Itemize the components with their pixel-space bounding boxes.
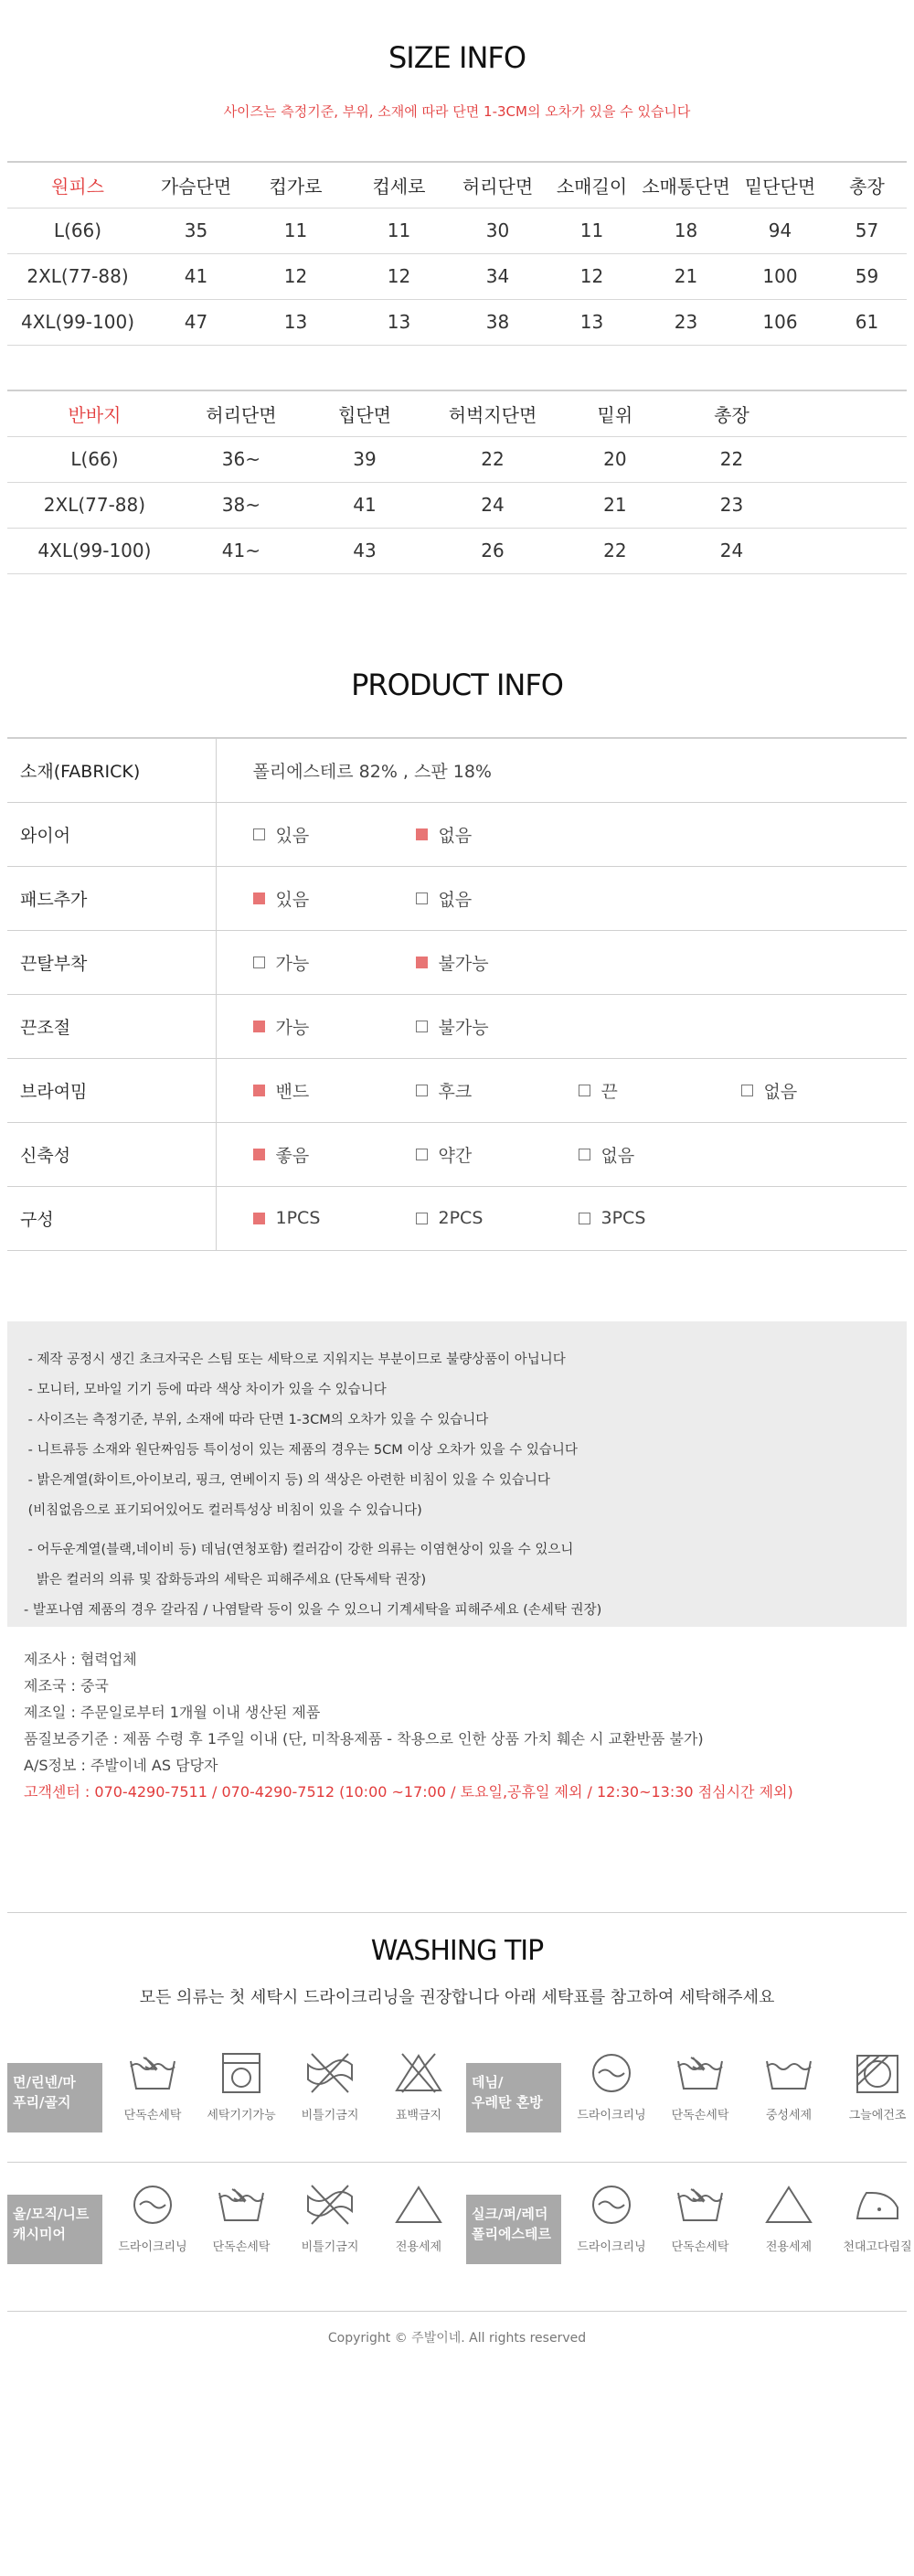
washing-symbol-label: 비틀기금지 — [301, 2109, 359, 2122]
option-item — [253, 1142, 416, 1167]
option-item — [579, 1208, 741, 1228]
product-info-label: 패드추가 — [7, 866, 216, 930]
checked-box-icon — [253, 1149, 265, 1160]
unchecked-box-icon — [579, 1085, 590, 1096]
washing-symbol-label: 단독손세탁 — [671, 2109, 729, 2122]
table-cell: 38~ — [182, 482, 301, 528]
table-cell: 36~ — [182, 436, 301, 482]
notice-line: - 밝은계열(화이트,아이보리, 핑크, 연베이지 등) 의 색상은 아련한 비침이 있을 수 있습니다 — [24, 1473, 550, 1488]
table-cell: 43 — [301, 528, 429, 573]
table-cell: 61 — [827, 299, 907, 345]
table-column-header: 힙단면 — [301, 390, 429, 436]
table-header-row — [7, 162, 907, 208]
unchecked-box-icon — [416, 1085, 428, 1096]
table-spacer — [790, 482, 907, 528]
table-cell: 38 — [451, 299, 545, 345]
table-cell: 26 — [429, 528, 557, 573]
table-cell: 21 — [639, 253, 733, 299]
size-label-cell: 2XL(77-88) — [7, 482, 182, 528]
option-item — [579, 1142, 741, 1167]
washing-symbol — [200, 2180, 282, 2254]
size-info-title: SIZE INFO — [388, 40, 526, 75]
fabric-group-label: 울/모직/니트 캐시미어 — [7, 2195, 102, 2264]
maker-line: 제조일 : 주문일로부터 1개월 이내 생산된 제품 — [24, 1704, 321, 1721]
fabric-label: 소재(FABRICK) — [7, 738, 216, 802]
table-cell: 47 — [148, 299, 244, 345]
table-spacer — [790, 528, 907, 573]
divider — [7, 2311, 907, 2312]
product-info-options — [216, 994, 907, 1058]
washing-symbol — [748, 2048, 830, 2122]
table-cell: 20 — [557, 436, 674, 482]
unchecked-box-icon — [253, 957, 265, 968]
fabric-group-label: 데님/ 우레탄 혼방 — [466, 2063, 561, 2132]
unchecked-box-icon — [416, 1213, 428, 1224]
checked-box-icon — [416, 828, 428, 840]
unchecked-box-icon — [416, 1149, 428, 1160]
notice-line: - 제작 공정시 생긴 초크자국은 스팀 또는 세탁으로 지워지는 부분이므로 불량상품이 아닙니다 — [24, 1352, 566, 1367]
table-spacer — [790, 436, 907, 482]
table-row — [7, 208, 907, 253]
notice-box — [7, 1321, 907, 1627]
table-cell: 106 — [733, 299, 827, 345]
option-label: 가능 — [275, 1017, 310, 1038]
table-cell: 11 — [545, 208, 639, 253]
option-item — [416, 1142, 579, 1167]
option-item — [253, 1208, 416, 1228]
washing-row — [7, 2178, 912, 2288]
product-info-row — [7, 738, 907, 802]
table-cell: 41 — [301, 482, 429, 528]
notice-line: (비침없음으로 표기되어있어도 컬러특성상 비침이 있을 수 있습니다) — [24, 1503, 422, 1518]
option-item — [253, 1014, 416, 1039]
table-cell: 39 — [301, 436, 429, 482]
option-label: 끈 — [600, 1081, 618, 1102]
no-wring-icon — [303, 2048, 357, 2098]
washing-symbol — [289, 2048, 371, 2122]
product-info-label: 신축성 — [7, 1122, 216, 1186]
product-info-label: 브라여밈 — [7, 1058, 216, 1122]
product-info-row — [7, 1186, 907, 1250]
washing-symbol-label: 단독손세탁 — [212, 2240, 271, 2254]
option-group — [253, 1014, 908, 1039]
table-column-header: 허리단면 — [182, 390, 301, 436]
product-info-label: 끈조절 — [7, 994, 216, 1058]
special-wash-icon — [391, 2180, 446, 2229]
table-column-header: 밑단단면 — [733, 162, 827, 208]
table-column-header: 총장 — [674, 390, 791, 436]
option-label: 2PCS — [438, 1208, 484, 1228]
option-item — [416, 1208, 579, 1228]
table-cell: 23 — [674, 482, 791, 528]
washing-symbol — [659, 2180, 741, 2254]
table-cell: 57 — [827, 208, 907, 253]
hand-wash-icon — [125, 2048, 180, 2098]
size-label-cell: 4XL(99-100) — [7, 528, 182, 573]
washing-symbol — [289, 2180, 371, 2254]
product-info-row — [7, 866, 907, 930]
table-column-header: 소매통단면 — [639, 162, 733, 208]
table-cell: 30 — [451, 208, 545, 253]
product-info-title: PRODUCT INFO — [351, 668, 563, 702]
option-label: 후크 — [438, 1081, 473, 1102]
neutral-wash-icon — [761, 2048, 816, 2098]
table-cell: 23 — [639, 299, 733, 345]
product-info-table — [7, 737, 907, 1251]
washing-symbol — [570, 2048, 653, 2122]
table-cell: 94 — [733, 208, 827, 253]
maker-line: A/S정보 : 주발이네 AS 담당자 — [24, 1757, 218, 1774]
table-cell: 22 — [429, 436, 557, 482]
dry-clean-icon — [584, 2180, 639, 2229]
hand-wash-icon — [214, 2180, 269, 2229]
unchecked-box-icon — [579, 1149, 590, 1160]
option-label: 없음 — [438, 889, 473, 910]
divider — [7, 1912, 907, 1913]
option-item — [253, 1078, 416, 1103]
product-info-label: 구성 — [7, 1186, 216, 1250]
product-info-row — [7, 994, 907, 1058]
size-label-cell: L(66) — [7, 208, 148, 253]
option-item — [416, 886, 579, 911]
washing-symbol — [377, 2180, 460, 2254]
option-item — [416, 1078, 579, 1103]
washing-symbol — [748, 2180, 830, 2254]
table-cell: 13 — [244, 299, 347, 345]
product-info-row — [7, 930, 907, 994]
table-row — [7, 528, 907, 573]
unchecked-box-icon — [579, 1213, 590, 1224]
product-info-row — [7, 1058, 907, 1122]
product-info-options — [216, 1122, 907, 1186]
washing-symbol-label: 표백금지 — [395, 2109, 442, 2122]
table-cell: 24 — [674, 528, 791, 573]
washing-symbol — [570, 2180, 653, 2254]
option-label: 없음 — [600, 1145, 635, 1166]
table-column-header: 허리단면 — [451, 162, 545, 208]
washing-row — [7, 2047, 907, 2156]
option-label: 있음 — [275, 825, 310, 846]
washing-symbol — [112, 2048, 194, 2122]
table-cell: 12 — [347, 253, 451, 299]
maker-line: 제조사 : 협력업체 — [24, 1651, 137, 1668]
checked-box-icon — [253, 1021, 265, 1032]
washing-symbol-label: 전용세제 — [765, 2240, 813, 2254]
product-info-options — [216, 866, 907, 930]
washing-machine-icon — [214, 2048, 269, 2098]
unchecked-box-icon — [253, 828, 265, 840]
table-cell: 21 — [557, 482, 674, 528]
option-group — [253, 950, 908, 975]
table-row — [7, 299, 907, 345]
table-column-header: 컵세로 — [347, 162, 451, 208]
option-item — [253, 822, 416, 847]
fabric-group-label: 면/린넨/마 푸리/골지 — [7, 2063, 102, 2132]
table-header-row — [7, 390, 907, 436]
washing-symbol-label: 전용세제 — [395, 2240, 442, 2254]
fabric-value: 폴리에스테르 82% , 스판 18% — [216, 738, 907, 802]
option-label: 3PCS — [600, 1208, 646, 1228]
option-group — [253, 1142, 908, 1167]
no-wring-icon — [303, 2180, 357, 2229]
table-category-header: 반바지 — [7, 390, 182, 436]
low-iron-icon — [850, 2180, 905, 2229]
checked-box-icon — [416, 957, 428, 968]
shorts-size-table — [7, 390, 907, 574]
table-cell: 18 — [639, 208, 733, 253]
washing-symbol-label: 단독손세탁 — [123, 2109, 182, 2122]
fabric-group-label: 실크/퍼/레더 폴리에스테르 — [466, 2195, 561, 2264]
washing-symbol-label: 드라이크리닝 — [577, 2109, 646, 2122]
table-column-header: 컵가로 — [244, 162, 347, 208]
notice-line: - 어두운계열(블랙,네이비 등) 데님(연청포함) 컬러감이 강한 의류는 이염현상이 있을 수 있으니 — [24, 1543, 574, 1557]
washing-tip-title: WASHING TIP — [370, 1935, 544, 1967]
option-label: 약간 — [438, 1145, 473, 1166]
checked-box-icon — [253, 1085, 265, 1096]
washing-symbol-label: 드라이크리닝 — [118, 2240, 187, 2254]
special-wash-icon — [761, 2180, 816, 2229]
size-note: 사이즈는 측정기준, 부위, 소재에 따라 단면 1-3CM의 오차가 있을 수 있습니다 — [223, 103, 691, 120]
table-cell: 12 — [545, 253, 639, 299]
table-category-header: 원피스 — [7, 162, 148, 208]
option-label: 불가능 — [438, 1017, 489, 1038]
washing-symbol-label: 드라이크리닝 — [577, 2240, 646, 2254]
option-label: 밴드 — [275, 1081, 310, 1102]
maker-line: 품질보증기준 : 제품 수령 후 1주일 이내 (단, 미착용제품 - 착용으로 인한 상품 가치 훼손 시 교환반품 불가) — [24, 1730, 704, 1748]
table-cell: 41 — [148, 253, 244, 299]
table-cell: 22 — [557, 528, 674, 573]
washing-symbol-label: 그늘에건조 — [848, 2109, 907, 2122]
maker-line: 제조국 : 중국 — [24, 1677, 109, 1694]
notice-line: - 모니터, 모바일 기기 등에 따라 색상 차이가 있을 수 있습니다 — [24, 1383, 387, 1397]
table-column-header: 가슴단면 — [148, 162, 244, 208]
washing-symbol-label: 중성세제 — [765, 2109, 813, 2122]
option-item — [416, 1014, 579, 1039]
table-cell: 13 — [545, 299, 639, 345]
maker-info — [24, 1646, 793, 1805]
option-item — [579, 1078, 741, 1103]
checked-box-icon — [253, 893, 265, 904]
unchecked-box-icon — [741, 1085, 753, 1096]
product-info-label: 와이어 — [7, 802, 216, 866]
table-row — [7, 436, 907, 482]
hand-wash-icon — [673, 2180, 728, 2229]
checked-box-icon — [253, 1213, 265, 1224]
option-label: 있음 — [275, 889, 310, 910]
notice-line: - 니트류등 소재와 원단짜임등 특이성이 있는 제품의 경우는 5CM 이상 오차가 있을 수 있습니다 — [24, 1443, 578, 1458]
table-cell: 11 — [244, 208, 347, 253]
product-info-row — [7, 802, 907, 866]
table-column-header: 허벅지단면 — [429, 390, 557, 436]
table-cell: 100 — [733, 253, 827, 299]
divider — [7, 2162, 907, 2163]
table-cell: 11 — [347, 208, 451, 253]
no-bleach-icon — [391, 2048, 446, 2098]
size-label-cell: 2XL(77-88) — [7, 253, 148, 299]
dry-clean-icon — [125, 2180, 180, 2229]
product-info-label: 끈탈부착 — [7, 930, 216, 994]
option-label: 1PCS — [275, 1208, 321, 1228]
option-item — [253, 950, 416, 975]
option-item — [253, 886, 416, 911]
size-label-cell: 4XL(99-100) — [7, 299, 148, 345]
table-cell: 41~ — [182, 528, 301, 573]
dress-size-table — [7, 161, 907, 346]
option-group — [253, 886, 908, 911]
option-item — [416, 822, 579, 847]
table-spacer — [790, 390, 907, 436]
shade-dry-icon — [850, 2048, 905, 2098]
washing-symbol — [377, 2048, 460, 2122]
option-label: 없음 — [763, 1081, 798, 1102]
table-cell: 22 — [674, 436, 791, 482]
option-label: 좋음 — [275, 1145, 310, 1166]
product-info-options — [216, 1058, 907, 1122]
table-row — [7, 482, 907, 528]
option-item — [741, 1078, 904, 1103]
dry-clean-icon — [584, 2048, 639, 2098]
washing-symbol-label: 비틀기금지 — [301, 2240, 359, 2254]
table-column-header: 총장 — [827, 162, 907, 208]
product-info-options — [216, 802, 907, 866]
washing-symbol — [112, 2180, 194, 2254]
table-cell: 59 — [827, 253, 907, 299]
washing-symbol-label: 천대고다림질 — [843, 2240, 912, 2254]
option-label: 없음 — [438, 825, 473, 846]
option-label: 불가능 — [438, 953, 489, 974]
unchecked-box-icon — [416, 1021, 428, 1032]
table-cell: 12 — [244, 253, 347, 299]
table-cell: 13 — [347, 299, 451, 345]
notice-line: - 사이즈는 측정기준, 부위, 소재에 따라 단면 1-3CM의 오차가 있을 수 있습니다 — [24, 1413, 489, 1427]
table-cell: 35 — [148, 208, 244, 253]
option-group — [253, 1078, 908, 1103]
washing-symbol — [200, 2048, 282, 2122]
washing-tip-subtitle: 모든 의류는 첫 세탁시 드라이크리닝을 권장합니다 아래 세탁표를 참고하여 세탁해주세요 — [139, 1988, 775, 2007]
table-cell: 24 — [429, 482, 557, 528]
hand-wash-icon — [673, 2048, 728, 2098]
notice-line: - 발포나염 제품의 경우 갈라짐 / 나염탈락 등이 있을 수 있으니 기계세탁을 피해주세요 (손세탁 권장) — [24, 1603, 602, 1618]
table-column-header: 소매길이 — [545, 162, 639, 208]
washing-symbol — [836, 2048, 914, 2122]
washing-symbol — [836, 2180, 914, 2254]
table-cell: 34 — [451, 253, 545, 299]
copyright: Copyright © 주발이네. All rights reserved — [327, 2331, 587, 2346]
notice-line: 밝은 컬러의 의류 및 잡화등과의 세탁은 피해주세요 (단독세탁 권장) — [24, 1573, 427, 1587]
product-info-row — [7, 1122, 907, 1186]
option-label: 가능 — [275, 953, 310, 974]
product-info-options — [216, 1186, 907, 1250]
table-row — [7, 253, 907, 299]
washing-symbol — [659, 2048, 741, 2122]
unchecked-box-icon — [416, 893, 428, 904]
product-info-options — [216, 930, 907, 994]
customer-center: 고객센터 : 070-4290-7511 / 070-4290-7512 (10:00 ~17:00 / 토요일,공휴일 제외 / 12:30~13:30 점심시간 제외) — [24, 1783, 793, 1801]
size-label-cell: L(66) — [7, 436, 182, 482]
option-group — [253, 1208, 908, 1228]
table-column-header: 밑위 — [557, 390, 674, 436]
washing-symbol-label: 단독손세탁 — [671, 2240, 729, 2254]
option-group — [253, 822, 908, 847]
washing-symbol-label: 세탁기기가능 — [207, 2109, 276, 2122]
option-item — [416, 950, 579, 975]
